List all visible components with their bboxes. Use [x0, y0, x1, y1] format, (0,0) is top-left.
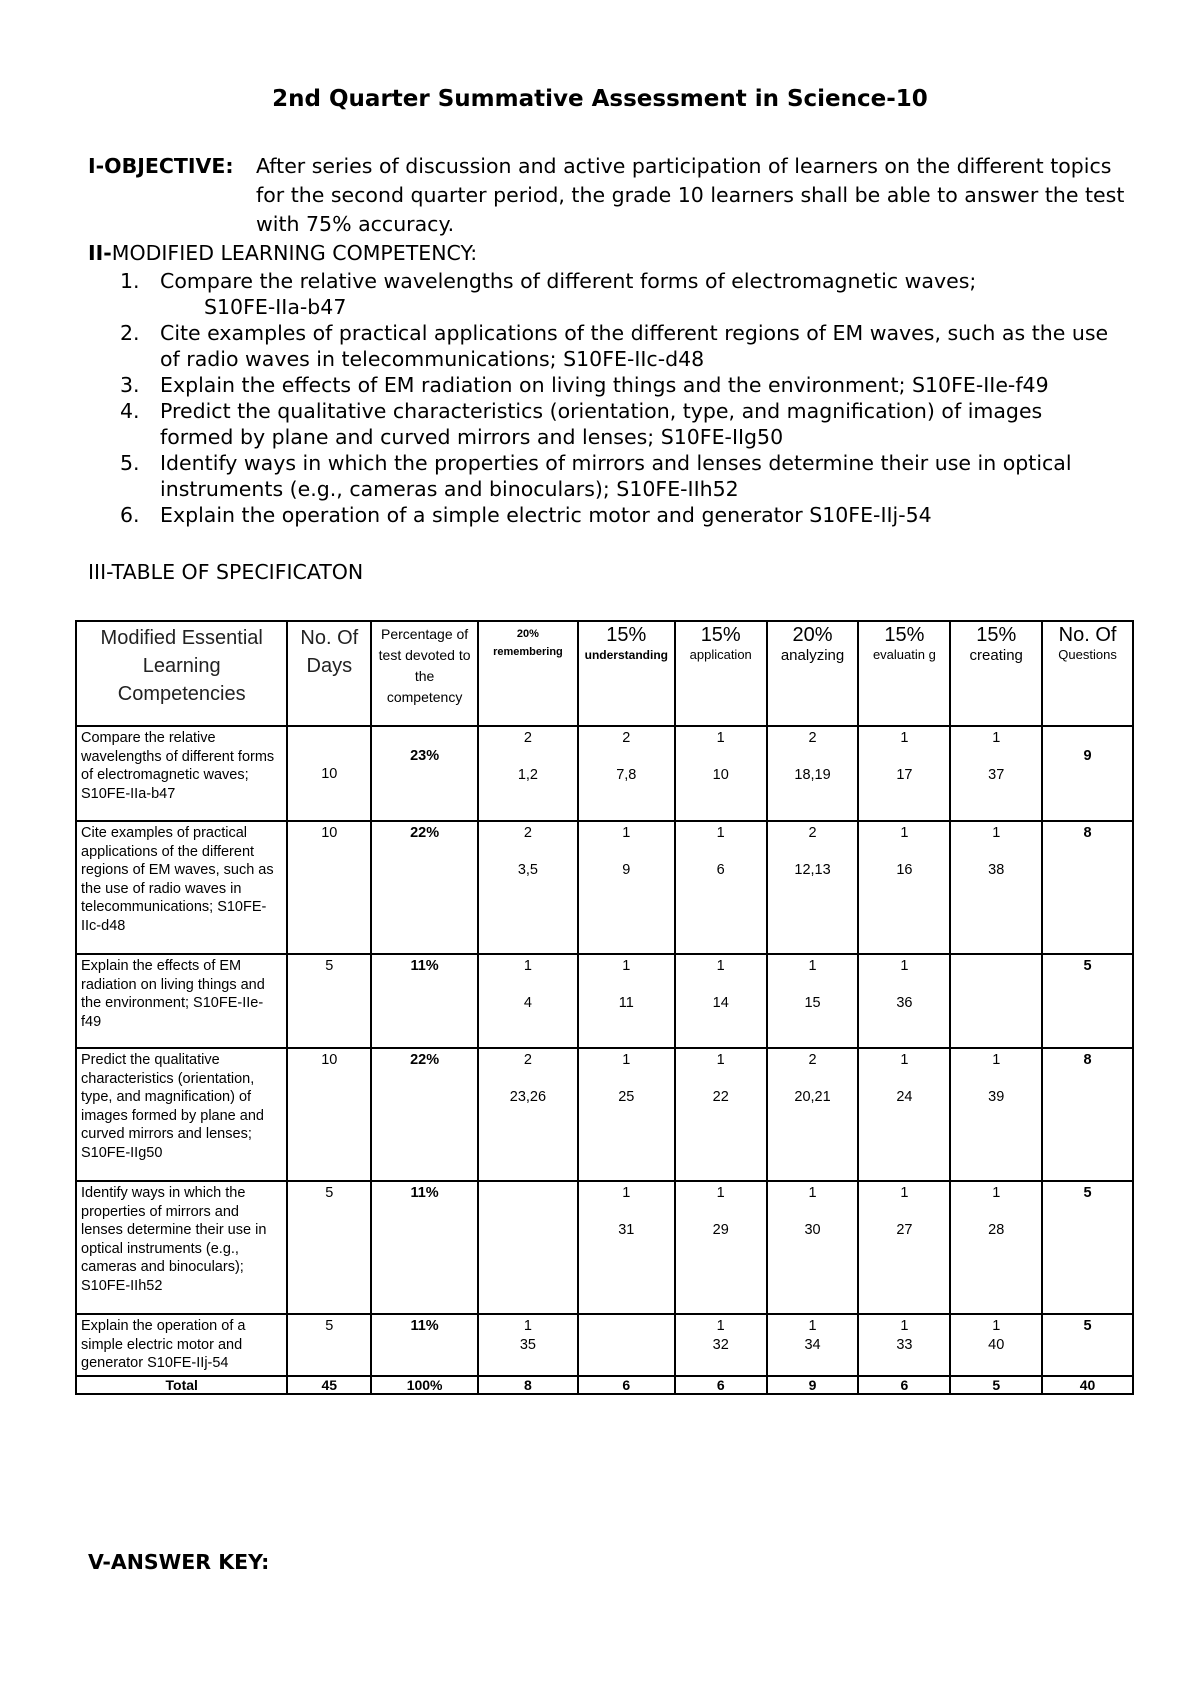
understanding-weight: 15% — [606, 624, 647, 646]
row-competency: Explain the effects of EM radiation on living things and the environment; S10FE-IIe-f49 — [76, 954, 287, 1048]
document-title: 2nd Quarter Summative Assessment in Science-10 — [272, 86, 928, 112]
row-questions — [1042, 1181, 1133, 1314]
row-competency: Explain the operation of a simple electric motor and generator S10FE-IIj-54 — [76, 1314, 287, 1376]
row-creating — [950, 1048, 1042, 1181]
row-days — [287, 1048, 371, 1181]
competency-item — [120, 268, 1120, 320]
item-count: 1 — [622, 825, 631, 841]
item-numbers: 36 — [896, 994, 913, 1011]
header-questions — [1042, 621, 1133, 726]
row-competency: Predict the qualitative characteristics (orientation, type, and magnification) of images formed by plane and curved mirrors and lenses; S10FE-IIg50 — [76, 1048, 287, 1181]
percentage-value: 11% — [410, 1185, 439, 1201]
total-remembering: 8 — [478, 1376, 578, 1394]
table-of-specification — [75, 620, 1134, 1395]
row-application — [675, 1314, 767, 1376]
row-questions — [1042, 954, 1133, 1048]
header-competency: Modified Essential Learning Competencies — [76, 621, 287, 726]
row-understanding — [578, 954, 675, 1048]
row-questions — [1042, 1048, 1133, 1181]
item-count: 2 — [808, 730, 817, 746]
competency-item — [120, 372, 1120, 398]
item-numbers: 6 — [716, 861, 725, 878]
competency-number: 2. — [120, 321, 140, 345]
creating-weight: 15% — [976, 624, 1017, 646]
application-weight: 15% — [700, 624, 741, 646]
tos-heading: III-TABLE OF SPECIFICATON — [88, 560, 364, 584]
competency-number: 6. — [120, 503, 140, 527]
row-questions — [1042, 821, 1133, 954]
remembering-label: remembering — [493, 646, 563, 658]
item-numbers: 24 — [896, 1088, 913, 1105]
days-value: 5 — [325, 1318, 334, 1334]
row-understanding — [578, 1048, 675, 1181]
item-numbers: 37 — [988, 766, 1005, 783]
item-count: 2 — [523, 825, 532, 841]
row-percentage — [371, 821, 478, 954]
row-analyzing — [767, 1048, 859, 1181]
header-remembering — [478, 621, 578, 726]
table-row — [76, 1314, 1133, 1376]
item-count: 1 — [716, 825, 725, 841]
competency-item — [120, 502, 1120, 528]
item-count: 2 — [622, 730, 631, 746]
item-numbers: 17 — [896, 766, 913, 783]
competency-number: 1. — [120, 269, 140, 293]
days-value: 10 — [321, 766, 338, 782]
item-numbers: 15 — [804, 994, 821, 1011]
competency-text: Predict the qualitative characteristics (orientation, type, and magnification) of images formed by plane and curved mirrors and lenses; S10FE-IIg50 — [160, 399, 1043, 449]
total-percentage: 100% — [371, 1376, 478, 1394]
item-numbers: 40 — [988, 1336, 1005, 1353]
item-numbers: 35 — [519, 1336, 536, 1353]
table-row — [76, 726, 1133, 821]
item-count: 1 — [808, 1318, 817, 1334]
table-header-row — [76, 621, 1133, 726]
row-understanding — [578, 821, 675, 954]
row-understanding — [578, 726, 675, 821]
competency-line: Compare the relative wavelengths of different forms of electromagnetic waves; — [160, 269, 977, 293]
competency-number: 4. — [120, 399, 140, 423]
total-questions: 40 — [1042, 1376, 1133, 1394]
total-row — [76, 1376, 1133, 1394]
item-count: 1 — [992, 730, 1001, 746]
item-numbers: 4 — [523, 994, 532, 1011]
competency-number: 3. — [120, 373, 140, 397]
row-application — [675, 821, 767, 954]
percentage-value: 11% — [410, 958, 439, 974]
header-creating — [950, 621, 1042, 726]
row-application — [675, 726, 767, 821]
row-remembering — [478, 1314, 578, 1376]
row-remembering — [478, 726, 578, 821]
percentage-value: 11% — [410, 1318, 439, 1334]
item-count: 1 — [622, 1185, 631, 1201]
item-numbers: 20,21 — [794, 1088, 831, 1105]
evaluating-weight: 15% — [884, 624, 925, 646]
row-competency: Compare the relative wavelengths of different forms of electromagnetic waves; S10FE-IIa-b47 — [76, 726, 287, 821]
competency-text: Cite examples of practical applications of the different regions of EM waves, such as the use of radio waves in telecommunications; S10FE-IIc-d48 — [160, 321, 1109, 371]
row-creating — [950, 821, 1042, 954]
row-application — [675, 1048, 767, 1181]
item-count: 1 — [900, 730, 909, 746]
total-understanding: 6 — [578, 1376, 675, 1394]
item-count: 1 — [992, 825, 1001, 841]
questions-value: 5 — [1083, 958, 1092, 974]
row-days — [287, 821, 371, 954]
row-percentage — [371, 1181, 478, 1314]
competency-text: Identify ways in which the properties of mirrors and lenses determine their use in optical instruments (e.g., cameras and binoculars); S10FE-IIh52 — [160, 451, 1072, 501]
item-numbers: 14 — [712, 994, 729, 1011]
table-row — [76, 1181, 1133, 1314]
table-row — [76, 954, 1133, 1048]
header-understanding — [578, 621, 675, 726]
competency-heading-prefix: II- — [88, 241, 112, 265]
total-analyzing: 9 — [767, 1376, 859, 1394]
item-count: 1 — [622, 958, 631, 974]
competency-item — [120, 398, 1120, 450]
objective-section — [88, 152, 1128, 239]
item-count: 1 — [992, 1052, 1001, 1068]
row-creating — [950, 954, 1042, 1048]
row-analyzing — [767, 954, 859, 1048]
item-numbers: 28 — [988, 1221, 1005, 1238]
item-count: 1 — [716, 1185, 725, 1201]
row-creating — [950, 1181, 1042, 1314]
row-days — [287, 1314, 371, 1376]
header-days: No. Of Days — [287, 621, 371, 726]
days-value: 5 — [325, 1185, 334, 1201]
row-days — [287, 954, 371, 1048]
item-count: 1 — [900, 1185, 909, 1201]
item-count: 1 — [992, 1185, 1001, 1201]
row-understanding — [578, 1314, 675, 1376]
total-evaluating: 6 — [858, 1376, 950, 1394]
item-count: 1 — [808, 1185, 817, 1201]
row-days — [287, 726, 371, 821]
item-numbers: 34 — [804, 1336, 821, 1353]
total-creating: 5 — [950, 1376, 1042, 1394]
percentage-value: 22% — [410, 825, 440, 841]
row-remembering — [478, 821, 578, 954]
row-analyzing — [767, 1181, 859, 1314]
header-evaluating — [858, 621, 950, 726]
competency-item — [120, 320, 1120, 372]
questions-value: 8 — [1083, 1052, 1092, 1068]
item-count: 2 — [808, 1052, 817, 1068]
row-remembering — [478, 1181, 578, 1314]
row-analyzing — [767, 726, 859, 821]
item-numbers: 38 — [988, 861, 1005, 878]
item-numbers: 32 — [712, 1336, 729, 1353]
item-count: 1 — [716, 958, 725, 974]
item-count: 2 — [523, 730, 532, 746]
competency-text: Explain the operation of a simple electric motor and generator S10FE-IIj-54 — [160, 503, 932, 527]
row-remembering — [478, 1048, 578, 1181]
row-analyzing — [767, 1314, 859, 1376]
item-numbers: 27 — [896, 1221, 913, 1238]
item-numbers: 9 — [622, 861, 631, 878]
row-evaluating — [858, 1314, 950, 1376]
row-creating — [950, 1314, 1042, 1376]
item-count: 1 — [992, 1318, 1001, 1334]
days-value: 5 — [325, 958, 334, 974]
row-analyzing — [767, 821, 859, 954]
row-evaluating — [858, 954, 950, 1048]
row-days — [287, 1181, 371, 1314]
item-numbers: 29 — [712, 1221, 729, 1238]
row-application — [675, 954, 767, 1048]
competency-text — [160, 268, 1120, 320]
competency-item — [120, 450, 1120, 502]
header-percentage: Percentage of test devoted to the competency — [371, 621, 478, 726]
percentage-value: 23% — [410, 748, 440, 764]
row-remembering — [478, 954, 578, 1048]
creating-label: creating — [969, 647, 1023, 664]
competency-list — [120, 268, 1120, 528]
item-numbers: 11 — [618, 994, 634, 1011]
questions-value: 5 — [1083, 1185, 1092, 1201]
table-row — [76, 1048, 1133, 1181]
item-count: 1 — [523, 1318, 532, 1334]
row-percentage — [371, 1048, 478, 1181]
total-label: Total — [76, 1376, 287, 1394]
item-numbers: 31 — [618, 1221, 635, 1238]
item-numbers: 30 — [804, 1221, 821, 1238]
row-evaluating — [858, 726, 950, 821]
item-numbers: 23,26 — [509, 1088, 547, 1105]
item-count: 1 — [716, 1052, 725, 1068]
analyzing-label: analyzing — [780, 647, 845, 664]
item-count: 2 — [523, 1052, 532, 1068]
questions-value: 5 — [1083, 1318, 1092, 1334]
item-count: 1 — [622, 1052, 631, 1068]
item-numbers: 7,8 — [616, 766, 637, 783]
row-percentage — [371, 726, 478, 821]
row-questions — [1042, 1314, 1133, 1376]
understanding-label: understanding — [584, 648, 668, 662]
row-application — [675, 1181, 767, 1314]
percentage-value: 22% — [410, 1052, 440, 1068]
table-row — [76, 821, 1133, 954]
item-numbers: 39 — [988, 1088, 1005, 1105]
item-numbers: 33 — [896, 1336, 913, 1353]
header-analyzing — [767, 621, 859, 726]
row-questions — [1042, 726, 1133, 821]
analyzing-weight: 20% — [792, 624, 833, 646]
total-days: 45 — [287, 1376, 371, 1394]
item-numbers: 12,13 — [794, 861, 831, 878]
item-count: 1 — [900, 958, 909, 974]
item-numbers: 16 — [896, 861, 913, 878]
competency-heading: II-MODIFIED LEARNING COMPETENCY: — [88, 241, 478, 265]
row-competency: Cite examples of practical applications of the different regions of EM waves, such as the use of radio waves in telecommunications; S10FE-IIc-d48 — [76, 821, 287, 954]
item-numbers: 22 — [712, 1088, 729, 1105]
total-application: 6 — [675, 1376, 767, 1394]
competency-text: Explain the effects of EM radiation on living things and the environment; S10FE-IIe-f49 — [160, 373, 1049, 397]
row-creating — [950, 726, 1042, 821]
item-numbers: 3,5 — [517, 861, 538, 878]
row-evaluating — [858, 1181, 950, 1314]
item-count: 1 — [900, 825, 909, 841]
objective-label: I-OBJECTIVE: — [88, 154, 234, 178]
days-value: 10 — [321, 825, 338, 841]
questions-label-a: No. Of — [1058, 624, 1117, 646]
item-numbers: 1,2 — [517, 766, 538, 783]
remembering-weight: 20% — [516, 628, 539, 640]
item-numbers: 10 — [712, 766, 729, 783]
row-understanding — [578, 1181, 675, 1314]
competency-code: S10FE-IIa-b47 — [204, 295, 347, 319]
item-count: 1 — [900, 1052, 909, 1068]
item-count: 2 — [808, 825, 817, 841]
application-label: application — [689, 647, 752, 662]
item-numbers: 18,19 — [794, 766, 831, 783]
questions-label-b: Questions — [1058, 647, 1117, 662]
item-count: 1 — [523, 958, 532, 974]
questions-value: 9 — [1083, 748, 1092, 764]
days-value: 10 — [321, 1052, 338, 1068]
questions-value: 8 — [1083, 825, 1092, 841]
row-percentage — [371, 1314, 478, 1376]
row-percentage — [371, 954, 478, 1048]
item-count: 1 — [900, 1318, 909, 1334]
item-count: 1 — [716, 1318, 725, 1334]
header-application — [675, 621, 767, 726]
row-evaluating — [858, 821, 950, 954]
evaluating-label: evaluatin g — [872, 647, 936, 662]
row-evaluating — [858, 1048, 950, 1181]
item-numbers: 25 — [618, 1088, 635, 1105]
answer-key-heading: V-ANSWER KEY: — [88, 1550, 270, 1574]
objective-text: After series of discussion and active participation of learners on the different topics for the second quarter period, the grade 10 learners shall be able to answer the test with 75% accuracy. — [256, 154, 1125, 236]
item-count: 1 — [716, 730, 725, 746]
competency-number: 5. — [120, 451, 140, 475]
item-count: 1 — [808, 958, 817, 974]
row-competency: Identify ways in which the properties of mirrors and lenses determine their use in optical instruments (e.g., cameras and binoculars); S10FE-IIh52 — [76, 1181, 287, 1314]
